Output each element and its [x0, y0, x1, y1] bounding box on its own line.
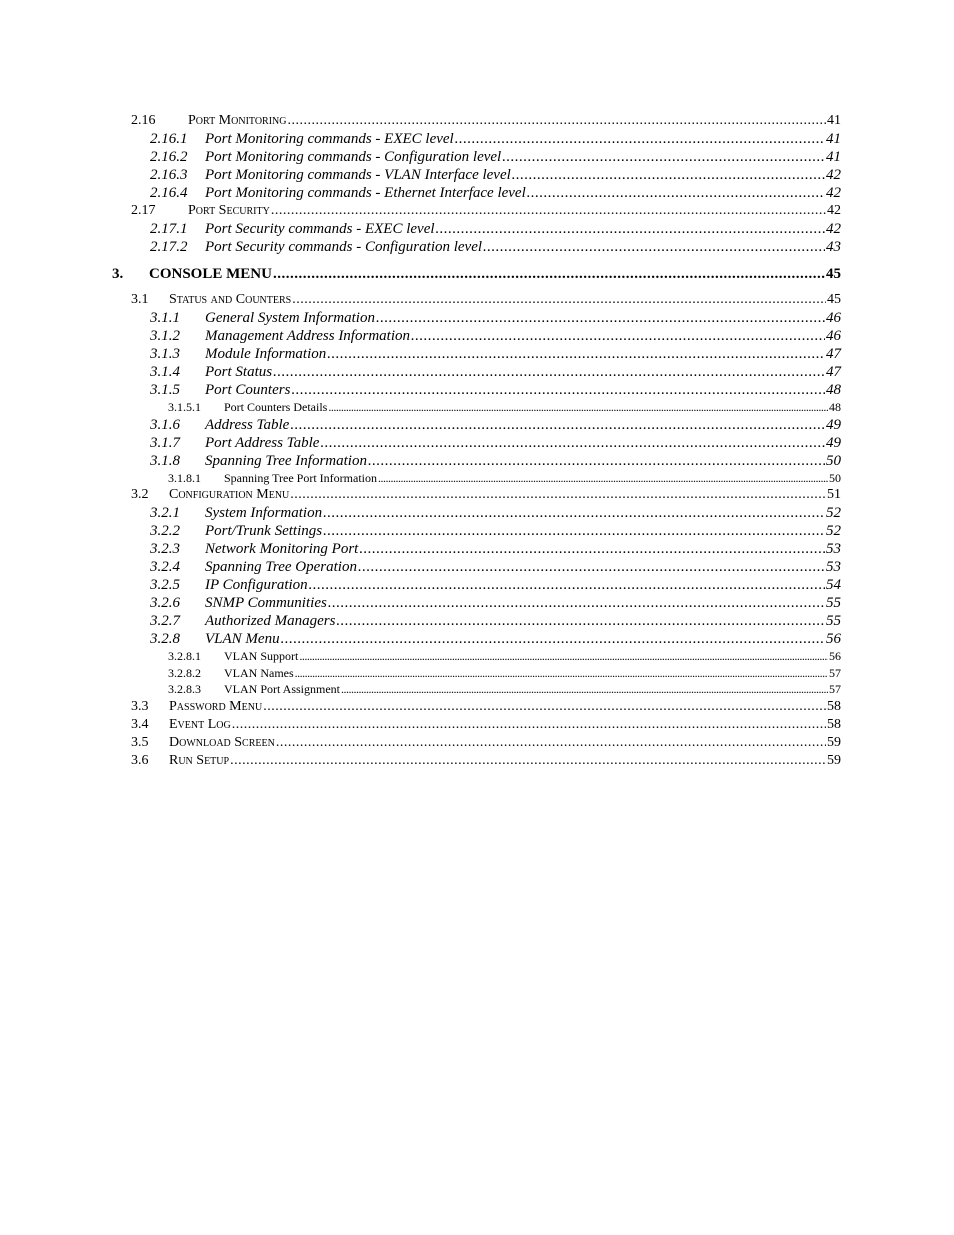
dot-leader — [263, 698, 826, 716]
dot-leader — [288, 112, 827, 130]
dot-leader — [483, 238, 825, 256]
dot-leader — [328, 399, 828, 416]
toc-entry-title: Port/Trunk Settings — [205, 523, 323, 539]
toc-entry-page: 53 — [826, 541, 841, 557]
toc-entry-title: Management Address Information — [205, 328, 410, 344]
toc-entry-title: Spanning Tree Operation — [205, 559, 357, 575]
toc-entry-3-6[interactable] — [0, 752, 954, 770]
toc-entry-3-2-8-1[interactable] — [0, 648, 954, 665]
toc-entry-page: 47 — [826, 346, 841, 362]
toc-entry-title: Authorized Managers — [205, 613, 336, 629]
toc-entry-3-1-3[interactable] — [0, 345, 954, 363]
toc-entry-title: Port Security commands - EXEC level — [205, 221, 435, 237]
toc-entry-title: Port Monitoring commands - Configuration level — [205, 149, 502, 165]
toc-entry-title: Port Monitoring — [188, 113, 287, 128]
toc-entry-title: Port Security commands - Configuration level — [205, 239, 483, 255]
toc-entry-number: 3.2.6 — [150, 595, 180, 611]
toc-entry-number: 3.2 — [131, 487, 149, 502]
toc-entry-title: Status and Counters — [169, 292, 292, 307]
toc-entry-number: 3.1.4 — [150, 364, 180, 380]
dot-leader — [368, 452, 825, 470]
toc-entry-title: IP Configuration — [205, 577, 308, 593]
toc-entry-page: 58 — [827, 716, 841, 732]
dot-leader — [232, 716, 826, 734]
toc-entry-number: 3.1.1 — [150, 310, 180, 326]
toc-entry-3-2-8[interactable] — [0, 630, 954, 648]
toc-entry-3[interactable] — [0, 264, 954, 284]
toc-entry-page: 58 — [827, 698, 841, 714]
toc-entry-number: 3.6 — [131, 752, 149, 768]
toc-entry-number: 3.2.8 — [150, 631, 180, 647]
toc-entry-title: Address Table — [205, 416, 290, 433]
toc-entry-title: Password Menu — [169, 698, 263, 714]
toc-entry-3-2[interactable] — [0, 486, 954, 504]
toc-entry-title: Module Information — [205, 346, 327, 362]
toc-entry-number: 3.4 — [131, 716, 149, 732]
toc-entry-2-16-1[interactable] — [0, 130, 954, 148]
toc-entry-2-16[interactable] — [0, 112, 954, 130]
toc-entry-page: 41 — [827, 113, 841, 128]
toc-entry-3-2-7[interactable] — [0, 612, 954, 630]
toc-entry-3-1-6[interactable] — [0, 416, 954, 434]
toc-entry-3-2-8-3[interactable] — [0, 681, 954, 698]
toc-entry-number: 2.16 — [131, 113, 156, 128]
toc-entry-3-2-1[interactable] — [0, 504, 954, 522]
toc-entry-number: 3.2.8.3 — [168, 682, 201, 696]
toc-entry-title: Port Security — [188, 203, 270, 218]
toc-entry-page: 49 — [826, 416, 841, 433]
toc-entry-number: 3.3 — [131, 698, 149, 714]
toc-entry-page: 45 — [826, 266, 841, 282]
toc-entry-page: 55 — [826, 595, 841, 611]
toc-entry-page: 46 — [826, 328, 841, 344]
toc-entry-3-1-1[interactable] — [0, 309, 954, 327]
toc-entry-page: 42 — [827, 203, 841, 218]
toc-entry-3-1-5[interactable] — [0, 381, 954, 399]
toc-entry-page: 59 — [827, 752, 841, 768]
toc-entry-number: 3.2.1 — [150, 505, 180, 521]
toc-entry-page: 50 — [829, 470, 841, 485]
toc-entry-number: 3.5 — [131, 734, 149, 750]
toc-entry-number: 3.1 — [131, 292, 149, 307]
toc-entry-number: 3.2.7 — [150, 613, 180, 629]
dot-leader — [327, 345, 825, 363]
dot-leader — [299, 648, 828, 665]
dot-leader — [341, 681, 828, 698]
toc-entry-page: 41 — [826, 149, 841, 165]
dot-leader — [281, 630, 825, 648]
toc-entry-number: 3.1.7 — [150, 434, 180, 451]
toc-entry-number: 2.17.1 — [150, 221, 188, 237]
toc-entry-number: 3.2.8.1 — [168, 649, 201, 663]
toc-entry-2-17-2[interactable] — [0, 238, 954, 256]
toc-entry-title: CONSOLE MENU — [149, 266, 272, 282]
toc-entry-3-2-8-2[interactable] — [0, 665, 954, 682]
toc-entry-page: 52 — [826, 523, 841, 539]
toc-entry-number: 3.2.2 — [150, 523, 180, 539]
dot-leader — [359, 540, 825, 558]
toc-entry-title: Network Monitoring Port — [205, 541, 359, 557]
dot-leader — [295, 665, 828, 682]
toc-entry-3-2-6[interactable] — [0, 594, 954, 612]
toc-entry-number: 2.16.2 — [150, 149, 188, 165]
toc-entry-page: 59 — [827, 734, 841, 750]
dot-leader — [512, 166, 825, 184]
toc-entry-number: 3.1.8.1 — [168, 470, 201, 485]
toc-entry-page: 41 — [826, 131, 841, 147]
toc-entry-3-1-5-1[interactable] — [0, 399, 954, 416]
dot-leader — [336, 612, 825, 630]
toc-entry-page: 48 — [826, 382, 841, 398]
dot-leader — [320, 434, 825, 452]
toc-entry-number: 3.1.3 — [150, 346, 180, 362]
dot-leader — [455, 130, 825, 148]
dot-leader — [273, 363, 825, 381]
dot-leader — [309, 576, 825, 594]
toc-entry-3-3[interactable] — [0, 698, 954, 716]
toc-entry-title: Spanning Tree Port Information — [224, 470, 377, 485]
dot-leader — [328, 594, 825, 612]
toc-entry-title: VLAN Menu — [205, 631, 280, 647]
toc-entry-title: Spanning Tree Information — [205, 452, 367, 469]
toc-entry-number: 2.16.4 — [150, 185, 188, 201]
dot-leader — [527, 184, 825, 202]
toc-entry-number: 3.1.8 — [150, 452, 180, 469]
toc-entry-number: 3.1.2 — [150, 328, 180, 344]
toc-entry-title: Port Counters Details — [224, 400, 328, 414]
toc-entry-title: Port Monitoring commands - Ethernet Interface level — [205, 185, 526, 201]
dot-leader — [273, 264, 825, 284]
toc-entry-page: 57 — [829, 665, 841, 680]
dot-leader — [271, 202, 826, 220]
dot-leader — [290, 416, 825, 434]
dot-leader — [358, 558, 825, 576]
dot-leader — [323, 504, 825, 522]
toc-entry-title: Download Screen — [169, 734, 275, 750]
toc-entry-page: 49 — [826, 434, 841, 451]
toc-entry-title: VLAN Port Assignment — [224, 682, 341, 696]
toc-entry-title: System Information — [205, 505, 323, 521]
toc-entry-page: 50 — [826, 452, 841, 469]
toc-entry-3-2-2[interactable] — [0, 522, 954, 540]
toc-entry-title: VLAN Names — [224, 665, 294, 680]
toc-entry-title: SNMP Communities — [205, 595, 327, 611]
toc-entry-3-1-2[interactable] — [0, 327, 954, 345]
toc-entry-title: Port Monitoring commands - EXEC level — [205, 131, 454, 147]
dot-leader — [378, 470, 828, 487]
dot-leader — [411, 327, 825, 345]
toc-entry-3-1-8-1[interactable] — [0, 470, 954, 487]
dot-leader — [276, 734, 826, 752]
toc-entry-page: 42 — [826, 167, 841, 183]
toc-entry-2-16-3[interactable] — [0, 166, 954, 184]
toc-entry-2-16-4[interactable] — [0, 184, 954, 202]
toc-entry-page: 42 — [826, 221, 841, 237]
toc-entry-title: Run Setup — [169, 752, 230, 768]
toc-entry-page: 52 — [826, 505, 841, 521]
toc-entry-3-2-5[interactable] — [0, 576, 954, 594]
dot-leader — [436, 220, 825, 238]
toc-entry-title: Port Status — [205, 364, 273, 380]
toc-entry-page: 51 — [827, 487, 841, 502]
toc-entry-page: 45 — [827, 292, 841, 307]
toc-entry-page: 48 — [829, 400, 841, 414]
toc-entry-number: 3.1.6 — [150, 416, 180, 433]
toc-entry-title: Event Log — [169, 716, 231, 732]
dot-leader — [230, 752, 826, 770]
toc-entry-2-16-2[interactable] — [0, 148, 954, 166]
dot-leader — [376, 309, 825, 327]
toc-entry-title: Configuration Menu — [169, 487, 290, 502]
table-of-contents — [0, 112, 954, 770]
toc-entry-number: 3.2.8.2 — [168, 665, 201, 680]
toc-entry-page: 53 — [826, 559, 841, 575]
dot-leader — [292, 291, 826, 309]
toc-entry-3-1-7[interactable] — [0, 434, 954, 452]
toc-entry-number: 3. — [112, 266, 124, 282]
toc-entry-title: Port Address Table — [205, 434, 320, 451]
toc-entry-2-17-1[interactable] — [0, 220, 954, 238]
toc-entry-page: 56 — [829, 649, 841, 663]
toc-entry-3-1-8[interactable] — [0, 452, 954, 470]
toc-entry-page: 42 — [826, 185, 841, 201]
toc-entry-number: 2.17 — [131, 203, 156, 218]
toc-entry-number: 3.2.4 — [150, 559, 180, 575]
toc-entry-2-17[interactable] — [0, 202, 954, 220]
toc-entry-number: 3.2.5 — [150, 577, 180, 593]
toc-entry-number: 3.1.5 — [150, 382, 180, 398]
dot-leader — [291, 381, 825, 399]
toc-entry-page: 43 — [826, 239, 841, 255]
toc-entry-page: 46 — [826, 310, 841, 326]
toc-entry-title: Port Monitoring commands - VLAN Interface level — [205, 167, 511, 183]
dot-leader — [323, 522, 825, 540]
toc-entry-title: Port Counters — [205, 382, 291, 398]
dot-leader — [290, 486, 826, 504]
toc-entry-page: 54 — [826, 577, 841, 593]
dot-leader — [502, 148, 825, 166]
toc-entry-3-1[interactable] — [0, 291, 954, 309]
toc-entry-3-4[interactable] — [0, 716, 954, 734]
toc-entry-number: 2.17.2 — [150, 239, 188, 255]
toc-entry-number: 2.16.3 — [150, 167, 188, 183]
toc-entry-3-2-4[interactable] — [0, 558, 954, 576]
toc-entry-number: 3.1.5.1 — [168, 400, 201, 414]
toc-entry-page: 47 — [826, 364, 841, 380]
toc-entry-3-5[interactable] — [0, 734, 954, 752]
toc-entry-title: VLAN Support — [224, 649, 299, 663]
toc-entry-number: 2.16.1 — [150, 131, 188, 147]
toc-entry-title: General System Information — [205, 310, 375, 326]
toc-entry-page: 57 — [829, 682, 841, 696]
toc-entry-3-1-4[interactable] — [0, 363, 954, 381]
toc-entry-page: 55 — [826, 613, 841, 629]
toc-entry-3-2-3[interactable] — [0, 540, 954, 558]
toc-entry-number: 3.2.3 — [150, 541, 180, 557]
toc-entry-page: 56 — [826, 631, 841, 647]
